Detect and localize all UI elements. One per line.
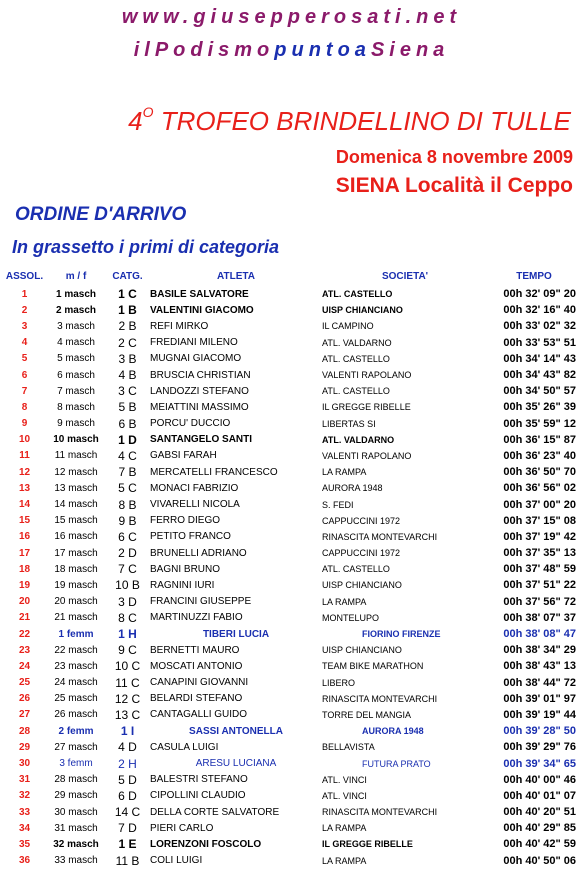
club-cell: VALENTI RAPOLANO [322,370,412,381]
position-cell: 17 [18,547,31,559]
section-heading: ORDINE D'ARRIVO [15,204,187,225]
category-cell: 6 C [118,529,137,544]
club-cell: FIORINO FIRENZE [362,629,441,640]
table-row [2,675,580,691]
gender-rank-cell: 1 femm [58,628,94,640]
table-row [2,707,580,723]
table-row [2,513,580,529]
category-cell: 10 B [115,578,140,593]
category-cell: 1 H [118,627,137,642]
athlete-cell: PETITO FRANCO [150,531,231,543]
table-row [2,399,580,415]
gender-rank-cell: 17 masch [54,547,98,559]
category-cell: 1 I [120,724,135,739]
athlete-cell: FERRO DIEGO [150,515,221,527]
category-cell: 9 B [118,513,137,528]
club-cell: CAPPUCCINI 1972 [322,515,401,526]
results-table [2,266,580,869]
time-cell: 00h 38' 08" 47 [503,628,576,641]
club-cell: LIBERO [322,677,356,688]
position-cell: 19 [18,579,31,591]
col-atleta: ATLETA [217,270,255,282]
time-cell: 00h 37' 56" 72 [503,595,576,608]
category-cell: 7 C [118,562,137,577]
table-row [2,464,580,480]
club-cell: ATL. VINCI [322,774,367,785]
gender-rank-cell: 3 masch [57,320,95,332]
category-cell: 11 B [115,853,140,868]
category-cell: 12 C [114,691,141,706]
table-row [2,804,580,820]
position-cell: 23 [18,644,31,656]
athlete-cell: BASILE SALVATORE [150,288,249,300]
club-cell: UISP CHIANCIANO [322,645,402,656]
time-cell: 00h 40' 50" 06 [503,854,576,867]
table-row [2,820,580,836]
site-name-part-2: puntoa [274,39,371,61]
gender-rank-cell: 33 masch [54,855,98,867]
table-row [2,836,580,852]
club-cell: UISP CHIANCIANO [322,305,403,316]
table-row [2,626,580,642]
athlete-cell: CIPOLLINI CLAUDIO [150,790,246,802]
time-cell: 00h 37' 35" 13 [503,547,576,560]
gender-rank-cell: 25 masch [54,693,98,705]
position-cell: 27 [18,709,31,721]
site-name-part-3: Siena [370,39,450,61]
club-cell: ATL. VALDARNO [322,434,395,445]
gender-rank-cell: 26 masch [54,709,98,721]
athlete-cell: COLI LUIGI [150,855,203,867]
col-assol: ASSOL. [5,270,44,282]
time-cell: 00h 39' 19" 44 [503,708,576,721]
club-cell: ATL. CASTELLO [322,289,393,300]
gender-rank-cell: 4 masch [57,337,95,349]
gender-rank-cell: 9 masch [57,418,95,430]
position-cell: 32 [18,790,31,802]
gender-rank-cell: 28 masch [54,774,98,786]
category-cell: 2 B [118,319,137,334]
athlete-cell: LANDOZZI STEFANO [150,385,249,397]
position-cell: 28 [18,725,31,737]
table-row [2,755,580,771]
table-header-row [2,266,580,286]
athlete-cell: LORENZONI FOSCOLO [150,838,262,850]
athlete-cell: MOSCATI ANTONIO [150,660,243,672]
gender-rank-cell: 12 masch [54,466,98,478]
athlete-cell: GABSI FARAH [150,450,217,462]
club-cell: RINASCITA MONTEVARCHI [322,693,438,704]
table-row [2,594,580,610]
table-row [2,448,580,464]
table-row [2,723,580,739]
time-cell: 00h 37' 15" 08 [503,514,576,527]
gender-rank-cell: 22 masch [54,644,98,656]
gender-rank-cell: 10 masch [53,434,99,446]
time-cell: 00h 38' 44" 72 [503,676,576,689]
club-cell: CAPPUCCINI 1972 [322,548,401,559]
club-cell: LA RAMPA [322,855,367,866]
position-cell: 6 [21,369,28,381]
gender-rank-cell: 6 masch [57,369,95,381]
category-cell: 14 C [114,805,141,820]
club-cell: IL GREGGE RIBELLE [322,839,413,850]
club-cell: LA RAMPA [322,823,367,834]
category-cell: 5 C [118,481,137,496]
time-cell: 00h 38' 07" 37 [503,611,576,624]
athlete-cell: RAGNINI IURI [150,579,215,591]
athlete-cell: BERNETTI MAURO [150,644,240,656]
gender-rank-cell: 18 masch [54,563,98,575]
club-cell: MONTELUPO [322,612,380,623]
position-cell: 11 [19,450,30,462]
athlete-cell: MARTINUZZI FABIO [150,612,243,624]
table-row [2,432,580,448]
category-cell: 7 B [118,465,137,480]
table-row [2,367,580,383]
category-cell: 3 B [118,351,137,366]
category-cell: 11 C [115,675,140,690]
athlete-cell: PORCU' DUCCIO [150,418,231,430]
club-cell: RINASCITA MONTEVARCHI [322,531,438,542]
position-cell: 22 [18,628,31,640]
time-cell: 00h 35' 59" 12 [503,417,576,430]
position-cell: 7 [21,385,28,397]
position-cell: 3 [21,320,28,332]
title-number: 4 [128,106,143,136]
table-row [2,286,580,302]
time-cell: 00h 37' 48" 59 [503,563,576,576]
table-row [2,739,580,755]
time-cell: 00h 34' 50" 57 [503,385,576,398]
position-cell: 1 [21,288,28,300]
category-cell: 1 E [118,837,137,852]
time-cell: 00h 36' 23" 40 [503,449,576,462]
category-cell: 8 C [118,610,137,625]
gender-rank-cell: 23 masch [54,660,98,672]
category-cell: 3 C [118,384,137,399]
athlete-cell: ARESU LUCIANA [195,758,277,770]
table-row [2,610,580,626]
table-row [2,642,580,658]
club-cell: LIBERTAS SI [322,418,376,429]
gender-rank-cell: 20 masch [54,596,98,608]
col-mf: m / f [65,270,87,282]
position-cell: 21 [18,612,31,624]
table-row [2,416,580,432]
gender-rank-cell: 15 masch [54,515,98,527]
position-cell: 15 [18,515,31,527]
event-date: Domenica 8 novembre 2009 [335,147,573,167]
time-cell: 00h 34' 43" 82 [503,369,576,382]
col-tempo: TEMPO [516,270,552,282]
time-cell: 00h 40' 00" 46 [503,773,576,786]
category-cell: 4 B [118,368,137,383]
time-cell: 00h 40' 20" 51 [503,806,576,819]
table-row [2,545,580,561]
category-cell: 6 B [118,416,137,431]
time-cell: 00h 34' 14" 43 [503,352,576,365]
club-cell: FUTURA PRATO [362,758,431,769]
time-cell: 00h 38' 34" 29 [503,644,576,657]
athlete-cell: FREDIANI MILENO [150,337,238,349]
gender-rank-cell: 3 femm [59,758,93,770]
club-cell: AURORA 1948 [322,483,383,494]
category-cell: 4 D [118,740,137,755]
gender-rank-cell: 32 masch [53,838,99,850]
table-row [2,529,580,545]
athlete-cell: MERCATELLI FRANCESCO [150,466,278,478]
gender-rank-cell: 30 masch [54,806,98,818]
category-cell: 10 C [114,659,141,674]
time-cell: 00h 37' 19" 42 [503,530,576,543]
club-cell: RINASCITA MONTEVARCHI [322,807,438,818]
table-row [2,496,580,512]
athlete-cell: BELARDI STEFANO [150,693,243,705]
position-cell: 36 [18,855,31,867]
category-cell: 8 B [118,497,137,512]
time-cell: 00h 39' 34" 65 [503,757,576,770]
athlete-cell: BAGNI BRUNO [150,563,221,575]
position-cell: 35 [18,838,31,850]
gender-rank-cell: 24 masch [54,677,98,689]
athlete-cell: CANAPINI GIOVANNI [150,677,249,689]
time-cell: 00h 40' 01" 07 [503,789,576,802]
position-cell: 29 [18,741,31,753]
club-cell: TORRE DEL MANGIA [322,709,412,720]
club-cell: IL CAMPINO [322,321,374,332]
position-cell: 4 [21,337,28,349]
position-cell: 5 [21,353,28,365]
time-cell: 00h 39' 01" 97 [503,692,576,705]
position-cell: 34 [18,822,31,834]
gender-rank-cell: 16 masch [54,531,98,543]
time-cell: 00h 40' 42" 59 [503,838,576,851]
gender-rank-cell: 31 masch [54,822,98,834]
category-cell: 1 B [118,303,137,318]
gender-rank-cell: 27 masch [54,741,98,753]
time-cell: 00h 37' 00" 20 [503,498,576,511]
table-row [2,480,580,496]
category-cell: 3 D [118,594,137,609]
club-cell: LA RAMPA [322,467,367,478]
time-cell: 00h 35' 26" 39 [503,401,576,414]
col-catg: CATG. [112,270,143,282]
athlete-cell: DELLA CORTE SALVATORE [150,806,280,818]
time-cell: 00h 40' 29" 85 [503,822,576,835]
club-cell: IL GREGGE RIBELLE [322,402,411,413]
gender-rank-cell: 21 masch [54,612,98,624]
athlete-cell: FRANCINI GIUSEPPE [150,596,252,608]
time-cell: 00h 36' 15" 87 [503,433,576,446]
event-title [128,106,571,137]
athlete-cell: MEIATTINI MASSIMO [150,401,249,413]
athlete-cell: BRUNELLI ADRIANO [150,547,247,559]
site-url: www.giusepperosati.net [121,6,462,28]
position-cell: 26 [18,693,31,705]
position-cell: 31 [18,774,31,786]
position-cell: 8 [21,401,28,413]
athlete-cell: PIERI CARLO [150,822,214,834]
club-cell: VALENTI RAPOLANO [322,450,412,461]
position-cell: 10 [18,434,31,446]
time-cell: 00h 32' 09" 20 [503,288,576,301]
club-cell: ATL. CASTELLO [322,564,390,575]
gender-rank-cell: 2 masch [55,304,97,316]
gender-rank-cell: 7 masch [57,385,95,397]
position-cell: 13 [18,482,31,494]
position-cell: 30 [18,758,31,770]
club-cell: S. FEDI [322,499,354,510]
category-cell: 2 C [118,335,137,350]
title-superscript: O [142,104,154,120]
time-cell: 00h 33' 53" 51 [503,336,576,349]
category-cell: 2 H [118,756,137,771]
table-body [2,286,580,869]
time-cell: 00h 37' 51" 22 [503,579,576,592]
position-cell: 2 [21,304,28,316]
athlete-cell: MUGNAI GIACOMO [150,353,242,365]
col-societa: SOCIETA' [381,270,429,282]
club-cell: ATL. CASTELLO [322,353,390,364]
athlete-cell: BALESTRI STEFANO [150,774,248,786]
club-cell: TEAM BIKE MARATHON [322,661,424,672]
site-name-part-1: ilPodismo [133,39,275,61]
position-cell: 16 [18,531,31,543]
athlete-cell: BRUSCIA CHRISTIAN [150,369,251,381]
athlete-cell: SASSI ANTONELLA [189,725,283,737]
athlete-cell: REFI MIRKO [150,320,209,332]
position-cell: 14 [18,499,31,511]
athlete-cell: VIVARELLI NICOLA [150,499,240,511]
category-cell: 1 C [118,287,137,302]
bold-note: In grassetto i primi di categoria [12,237,280,257]
athlete-cell: CASULA LUIGI [150,741,219,753]
club-cell: ATL. VALDARNO [322,337,392,348]
event-place: SIENA Località il Ceppo [335,174,573,197]
category-cell: 13 C [114,707,141,722]
table-row [2,577,580,593]
title-text: TROFEO BRINDELLINO DI TULLE [153,106,571,136]
category-cell: 1 D [118,432,137,447]
table-row [2,302,580,318]
position-cell: 18 [18,563,31,575]
gender-rank-cell: 2 femm [58,725,94,737]
position-cell: 20 [18,596,31,608]
club-cell: BELLAVISTA [322,742,375,753]
time-cell: 00h 32' 16" 40 [503,304,576,317]
position-cell: 25 [18,677,31,689]
club-cell: UISP CHIANCIANO [322,580,402,591]
category-cell: 9 C [118,643,137,658]
table-row [2,788,580,804]
time-cell: 00h 39' 29" 76 [503,741,576,754]
category-cell: 6 D [118,788,137,803]
table-row [2,853,580,869]
table-row [2,335,580,351]
table-row [2,318,580,334]
athlete-cell: SANTANGELO SANTI [150,434,253,446]
table-row [2,351,580,367]
category-cell: 4 C [118,448,137,463]
club-cell: ATL. CASTELLO [322,386,390,397]
table-row [2,561,580,577]
gender-rank-cell: 1 masch [55,288,97,300]
athlete-cell: CANTAGALLI GUIDO [150,709,248,721]
position-cell: 33 [18,806,31,818]
gender-rank-cell: 29 masch [54,790,98,802]
site-name [0,39,583,62]
category-cell: 2 D [118,546,137,561]
club-cell: ATL. VINCI [322,790,367,801]
table-row [2,383,580,399]
gender-rank-cell: 14 masch [54,499,98,511]
time-cell: 00h 36' 50" 70 [503,466,576,479]
gender-rank-cell: 5 masch [57,353,95,365]
club-cell: AURORA 1948 [362,726,424,737]
athlete-cell: MONACI FABRIZIO [150,482,239,494]
position-cell: 24 [18,660,31,672]
time-cell: 00h 38' 43" 13 [503,660,576,673]
table-row [2,658,580,674]
athlete-cell: VALENTINI GIACOMO [150,304,254,316]
position-cell: 9 [21,418,28,430]
category-cell: 5 B [118,400,137,415]
category-cell: 5 D [118,772,137,787]
time-cell: 00h 33' 02" 32 [503,320,576,333]
gender-rank-cell: 19 masch [54,579,98,591]
table-row [2,772,580,788]
time-cell: 00h 39' 28" 50 [503,725,576,738]
club-cell: LA RAMPA [322,596,367,607]
athlete-cell: TIBERI LUCIA [202,628,270,640]
gender-rank-cell: 8 masch [57,401,95,413]
time-cell: 00h 36' 56" 02 [503,482,576,495]
category-cell: 7 D [118,821,137,836]
gender-rank-cell: 11 masch [54,450,98,462]
table-row [2,691,580,707]
gender-rank-cell: 13 masch [54,482,98,494]
position-cell: 12 [18,466,31,478]
